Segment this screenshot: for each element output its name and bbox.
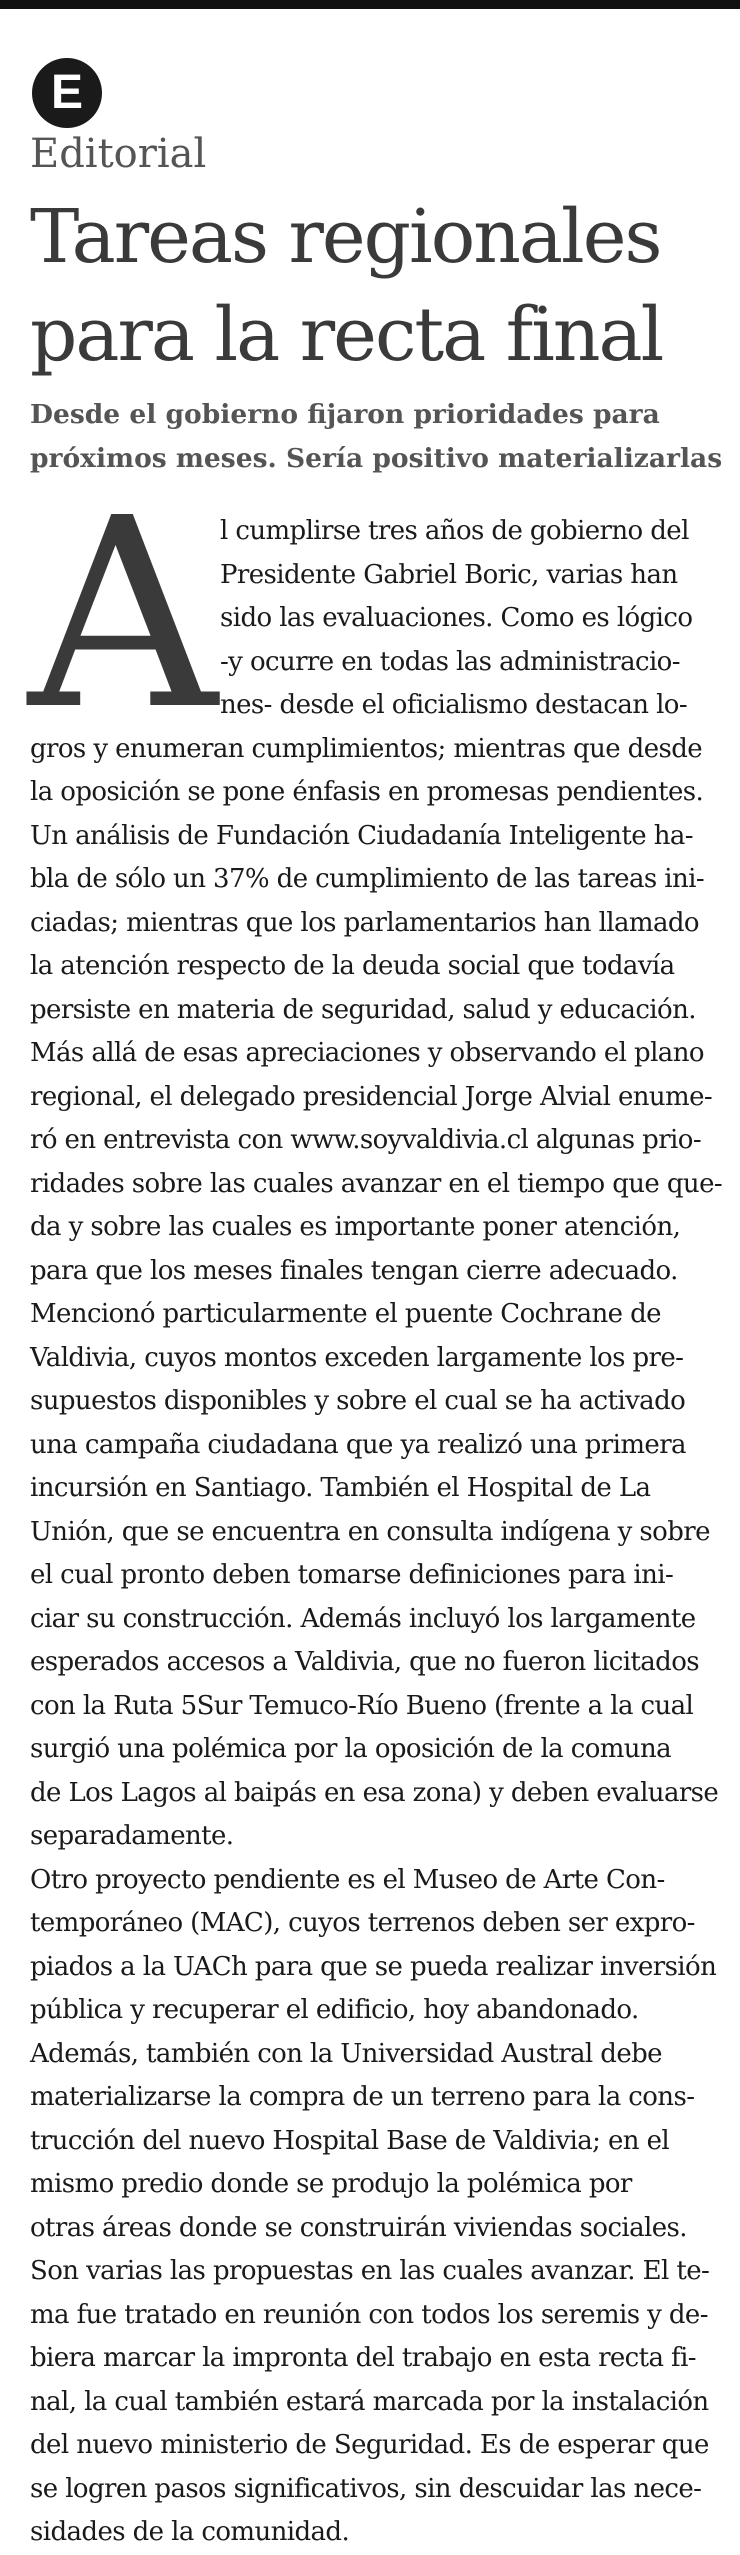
body-line: Otro proyecto pendiente es el Museo de Arte Con- [30, 1864, 665, 1895]
body-line: sidades de la comunidad. [30, 2517, 350, 2547]
body-line: Mencionó particularmente el puente Cochrane de [30, 1299, 661, 1329]
body-line: del nuevo ministerio de Seguridad. Es de esperar que [30, 2430, 709, 2460]
body-line: la oposición se pone énfasis en promesas pendientes. [30, 777, 704, 807]
top-rule [0, 0, 740, 9]
body-line: separadamente. [30, 1821, 234, 1851]
body-line: Además, también con la Universidad Austral debe [30, 2038, 662, 2069]
headline [30, 188, 730, 384]
body-line: una campaña ciudadana que ya realizó una primera [30, 1429, 686, 1460]
headline-line: para la recta final [30, 292, 663, 378]
body-line: ma fue tratado en reunión con todos los seremis y de- [30, 2299, 708, 2330]
deck-line: próximos meses. Sería positivo materializarlas [30, 443, 723, 474]
body-line: Más allá de esas apreciaciones y observando el plano [30, 1038, 704, 1068]
body-line: piados a la UACh para que se pueda realizar inversión [30, 1951, 717, 1982]
body-line: Un análisis de Fundación Ciudadanía Inteligente ha- [30, 820, 693, 851]
body-line: ciadas; mientras que los parlamentarios han llamado [30, 907, 699, 938]
body-line: ciar su construcción. Además incluyó los largamente [30, 1603, 696, 1634]
section-label: Editorial [30, 131, 207, 177]
body-line: la atención respecto de la deuda social que todavía [30, 951, 675, 981]
body-line: biera marcar la impronta del trabajo en esta recta fi- [30, 2343, 696, 2373]
body-line: supuestos disponibles y sobre el cual se ha activado [30, 1386, 686, 1416]
body-line: trucción del nuevo Hospital Base de Valdivia; en el [30, 2125, 670, 2156]
body-line: de Los Lagos al baipás en esa zona) y deben evaluarse [30, 1777, 719, 1808]
body-line: Son varias las propuestas en las cuales avanzar. El te- [30, 2256, 710, 2286]
article-body [0, 510, 740, 2555]
body-line: -y ocurre en todas las administracio- [220, 646, 680, 677]
headline-line: Tareas regionales [30, 194, 661, 280]
drop-cap: A [28, 462, 218, 767]
body-line: ridades sobre las cuales avanzar en el tiempo que que- [30, 1168, 723, 1199]
body-line: bla de sólo un 37% de cumplimiento de las tareas ini- [30, 864, 705, 894]
body-line: nes- desde el oficialismo destacan lo- [220, 690, 688, 720]
body-line: da y sobre las cuales es importante poner atención, [30, 1212, 681, 1242]
body-line: sido las evaluaciones. Como es lógico [220, 603, 693, 633]
editorial-badge-icon: E [32, 58, 102, 128]
body-line: otras áreas donde se construirán viviendas sociales. [30, 2212, 687, 2243]
body-line: incursión en Santiago. También el Hospital de La [30, 1473, 651, 1503]
body-line: gros y enumeran cumplimientos; mientras que desde [30, 733, 703, 764]
body-line: mismo predio donde se produjo la polémica por [30, 2169, 632, 2199]
body-line: Presidente Gabriel Boric, varias han [220, 559, 678, 590]
body-line: el cual pronto deben tomarse definiciones para ini- [30, 1560, 674, 1590]
body-line: persiste en materia de seguridad, salud y educación. [30, 994, 696, 1025]
body-line: con la Ruta 5Sur Temuco-Río Bueno (frente a la cual [30, 1690, 694, 1721]
body-line: materializarse la compra de un terreno para la cons- [30, 2082, 695, 2112]
body-line: nal, la cual también estará marcada por la instalación [30, 2386, 709, 2417]
body-line: se logren pasos significativos, sin descuidar las nece- [30, 2473, 702, 2504]
body-line: para que los meses finales tengan cierre adecuado. [30, 1255, 678, 1286]
body-line: pública y recuperar el edificio, hoy abandonado. [30, 1995, 639, 2025]
body-line: ró en entrevista con www.soyvaldivia.cl algunas prio- [30, 1125, 702, 1155]
body-line: esperados accesos a Valdivia, que no fueron licitados [30, 1647, 700, 1677]
deck-line: Desde el gobierno fijaron prioridades para [30, 399, 660, 430]
body-line: surgió una polémica por la oposición de la comuna [30, 1734, 672, 1764]
body-line: l cumplirse tres años de gobierno del [220, 516, 689, 546]
body-line: Unión, que se encuentra en consulta indígena y sobre [30, 1516, 710, 1547]
body-line: regional, el delegado presidencial Jorge Alvial enume- [30, 1081, 713, 1112]
body-line: Valdivia, cuyos montos exceden largamente los pre- [30, 1342, 684, 1373]
body-line: temporáneo (MAC), cuyos terrenos deben ser expro- [30, 1908, 695, 1938]
